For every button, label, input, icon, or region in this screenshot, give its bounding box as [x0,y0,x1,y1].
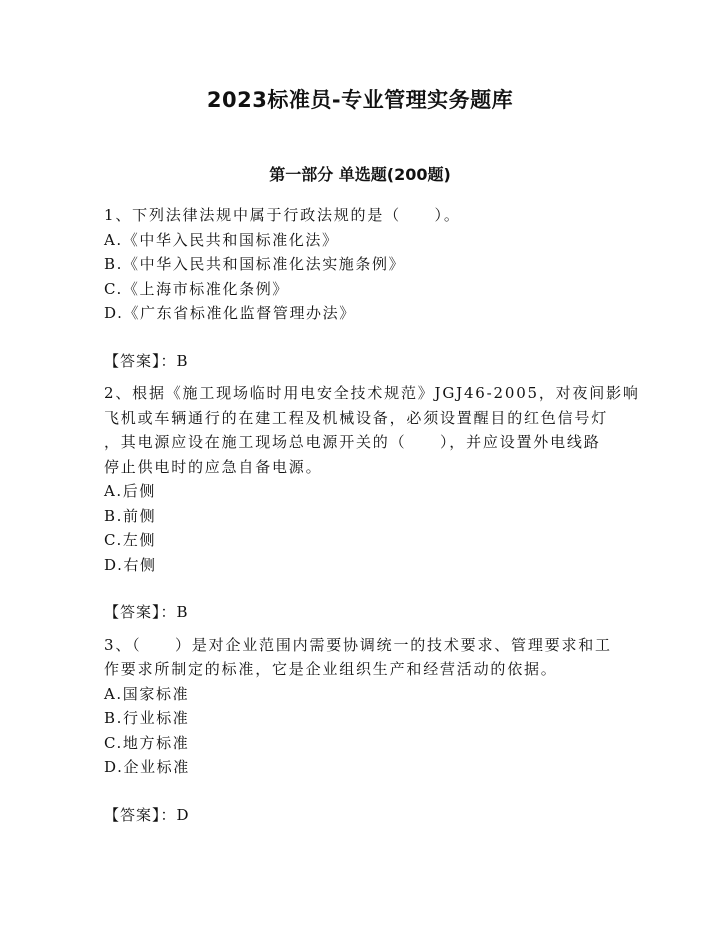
answer-line: 【答案】：B [104,351,189,370]
option-c: C.地方标准 [104,733,190,752]
section-heading: 第一部分 单选题(200题) [269,165,451,184]
question-stem-line: 2、根据《施工现场临时用电安全技术规范》JGJ46-2005，对夜间影响 [104,384,640,402]
option-c: C.左侧 [104,531,157,549]
question-2 [104,381,640,625]
option-b: B.行业标准 [104,709,190,727]
document-title: 2023标准员-专业管理实务题库 [206,88,514,112]
question-1 [104,203,616,373]
question-stem-line: 作要求所制定的标准，它是企业组织生产和经营活动的依据。 [104,660,558,678]
question-stem [104,381,640,479]
option-a: A.《中华入民共和国标准化法》 [104,230,339,249]
question-list [104,203,640,835]
question-stem-line: 1、下列法律法规中属于行政法规的是（ ）。 [104,206,461,224]
option-b: B.前侧 [104,506,157,525]
answer-line: 【答案】：B [104,603,189,621]
answer-line: 【答案】：D [104,805,190,824]
option-c: C.《上海市标准化条例》 [104,279,289,298]
option-b: B.《中华入民共和国标准化法实施条例》 [104,255,406,273]
question-stem-line: ，其电源应设在施工现场总电源开关的（ ），并应设置外电线路 [104,433,601,451]
question-stem [104,203,616,228]
option-d: D.右侧 [104,555,157,574]
question-stem-line: 停止供电时的应急自备电源。 [104,457,323,476]
question-stem-line: 飞机或车辆通行的在建工程及机械设备，必须设置醒目的红色信号灯 [104,408,609,427]
question-3 [104,633,616,828]
option-d: D.《广东省标准化监督管理办法》 [104,304,356,322]
option-a: A.国家标准 [104,684,190,703]
option-a: A.后侧 [104,482,157,500]
option-d: D.企业标准 [104,758,190,776]
question-stem-line: 3、（ ）是对企业范围内需要协调统一的技术要求、管理要求和工 [104,635,612,654]
question-stem [104,633,616,682]
